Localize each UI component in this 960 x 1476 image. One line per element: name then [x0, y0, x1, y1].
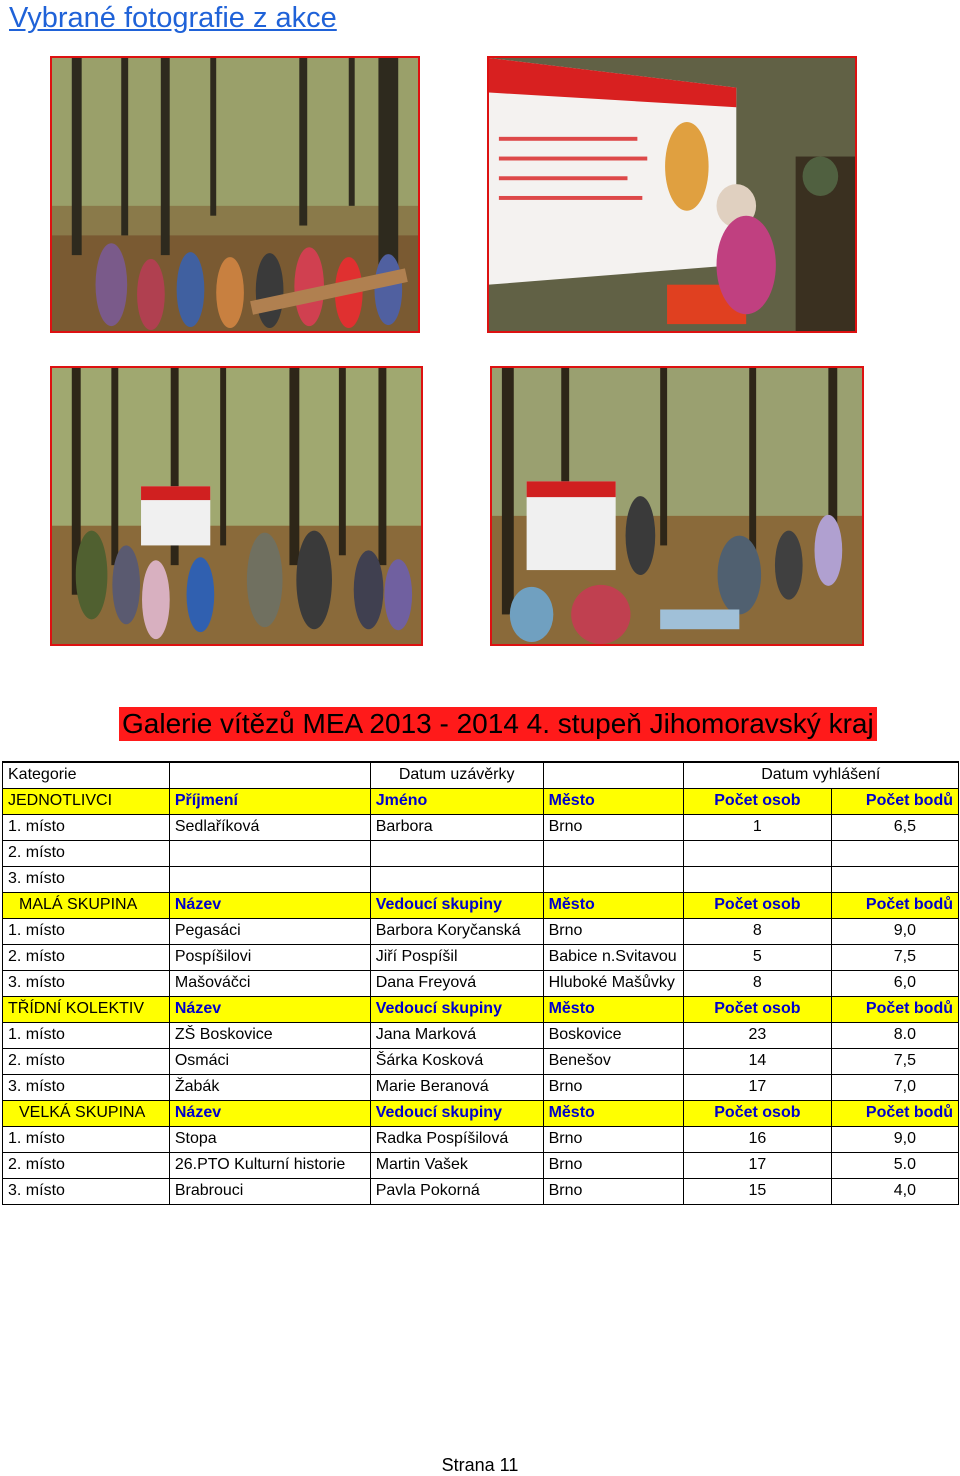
table-cell: ZŠ Boskovice — [169, 1022, 370, 1048]
column-header: Počet osob — [683, 1100, 832, 1126]
table-cell: 17 — [683, 1152, 832, 1178]
group-header-row — [3, 788, 959, 814]
column-header: Vedoucí skupiny — [370, 892, 543, 918]
table-cell: 1 — [683, 814, 832, 840]
group-name: MALÁ SKUPINA — [3, 892, 170, 918]
table-cell: Pavla Pokorná — [370, 1178, 543, 1204]
event-photo-forest-crowd — [50, 366, 423, 646]
empty-cell — [543, 762, 683, 788]
table-cell: Marie Beranová — [370, 1074, 543, 1100]
table-cell — [832, 866, 959, 892]
table-cell: Brno — [543, 1152, 683, 1178]
table-row — [3, 866, 959, 892]
table-cell: Benešov — [543, 1048, 683, 1074]
table-cell — [169, 840, 370, 866]
page-number: Strana 11 — [441, 1455, 519, 1475]
column-header: Město — [543, 892, 683, 918]
table-cell — [683, 866, 832, 892]
table-row — [3, 1126, 959, 1152]
table-cell: 8.0 — [832, 1022, 959, 1048]
place-label: 2. místo — [3, 944, 170, 970]
table-cell — [370, 840, 543, 866]
table-cell: Barbora Koryčanská — [370, 918, 543, 944]
column-header: Příjmení — [169, 788, 370, 814]
place-label: 3. místo — [3, 866, 170, 892]
column-header: Název — [169, 892, 370, 918]
table-cell: Jiří Pospíšil — [370, 944, 543, 970]
place-label: 1. místo — [3, 1022, 170, 1048]
table-cell: 8 — [683, 918, 832, 944]
column-header: Počet bodů — [832, 996, 959, 1022]
table-cell: 8 — [683, 970, 832, 996]
column-header: Název — [169, 996, 370, 1022]
table-row — [3, 1022, 959, 1048]
table-cell: 14 — [683, 1048, 832, 1074]
table-cell: Radka Pospíšilová — [370, 1126, 543, 1152]
results-table — [2, 761, 959, 1205]
table-cell: 17 — [683, 1074, 832, 1100]
column-header: Vedoucí skupiny — [370, 996, 543, 1022]
table-cell: 5 — [683, 944, 832, 970]
column-header: Město — [543, 1100, 683, 1126]
group-header-row — [3, 892, 959, 918]
table-cell: Žabák — [169, 1074, 370, 1100]
table-cell: Babice n.Svitavou — [543, 944, 683, 970]
table-cell: Pegasáci — [169, 918, 370, 944]
table-cell: 6,0 — [832, 970, 959, 996]
table-cell: 16 — [683, 1126, 832, 1152]
column-header: Město — [543, 996, 683, 1022]
place-label: 3. místo — [3, 970, 170, 996]
table-cell: Brno — [543, 814, 683, 840]
table-cell: Šárka Kosková — [370, 1048, 543, 1074]
table-cell: Stopa — [169, 1126, 370, 1152]
vyhlaseni-label: Datum vyhlášení — [683, 762, 958, 788]
table-cell: 9,0 — [832, 1126, 959, 1152]
place-label: 3. místo — [3, 1074, 170, 1100]
place-label: 1. místo — [3, 1126, 170, 1152]
place-label: 2. místo — [3, 1048, 170, 1074]
table-cell: Brabrouci — [169, 1178, 370, 1204]
column-header: Počet osob — [683, 788, 832, 814]
group-header-row — [3, 1100, 959, 1126]
table-cell: Brno — [543, 1178, 683, 1204]
group-name: VELKÁ SKUPINA — [3, 1100, 170, 1126]
table-cell: Brno — [543, 918, 683, 944]
table-cell: 23 — [683, 1022, 832, 1048]
table-cell — [543, 866, 683, 892]
table-cell — [370, 866, 543, 892]
table-cell: Mašováčci — [169, 970, 370, 996]
table-row — [3, 840, 959, 866]
place-label: 1. místo — [3, 814, 170, 840]
event-photo-forest-group — [50, 56, 420, 333]
table-cell — [832, 840, 959, 866]
group-header-row — [3, 996, 959, 1022]
table-cell: Brno — [543, 1126, 683, 1152]
table-cell: 7,5 — [832, 1048, 959, 1074]
table-row — [3, 814, 959, 840]
event-photo-banner-child — [487, 56, 857, 333]
kategorie-label: Kategorie — [3, 762, 170, 788]
column-header: Název — [169, 1100, 370, 1126]
table-cell: Dana Freyová — [370, 970, 543, 996]
table-row — [3, 1048, 959, 1074]
event-photo-children-table — [490, 366, 864, 646]
table-cell: Barbora — [370, 814, 543, 840]
column-header: Jméno — [370, 788, 543, 814]
table-cell — [543, 840, 683, 866]
group-name: JEDNOTLIVCI — [3, 788, 170, 814]
table-row — [3, 1178, 959, 1204]
table-cell: Jana Marková — [370, 1022, 543, 1048]
table-cell: Martin Vašek — [370, 1152, 543, 1178]
table-cell: Sedlaříková — [169, 814, 370, 840]
header-row — [3, 762, 959, 788]
uzaverka-label: Datum uzávěrky — [370, 762, 543, 788]
table-cell — [683, 840, 832, 866]
table-cell: 5.0 — [832, 1152, 959, 1178]
column-header: Počet bodů — [832, 892, 959, 918]
table-row — [3, 1074, 959, 1100]
page-title[interactable]: Vybrané fotografie z akce — [9, 2, 337, 34]
column-header: Počet bodů — [832, 788, 959, 814]
table-row — [3, 944, 959, 970]
table-cell: 6,5 — [832, 814, 959, 840]
table-cell: 7,0 — [832, 1074, 959, 1100]
section-title: Galerie vítězů MEA 2013 - 2014 4. stupeň Jihomoravský kraj — [119, 707, 877, 741]
place-label: 1. místo — [3, 918, 170, 944]
place-label: 2. místo — [3, 1152, 170, 1178]
group-name: TŘÍDNÍ KOLEKTIV — [3, 996, 170, 1022]
table-cell: Osmáci — [169, 1048, 370, 1074]
table-cell: 7,5 — [832, 944, 959, 970]
column-header: Město — [543, 788, 683, 814]
table-cell — [169, 866, 370, 892]
table-cell: 9,0 — [832, 918, 959, 944]
table-cell: Pospíšilovi — [169, 944, 370, 970]
table-row — [3, 918, 959, 944]
table-cell: 4,0 — [832, 1178, 959, 1204]
table-row — [3, 970, 959, 996]
column-header: Počet osob — [683, 996, 832, 1022]
place-label: 3. místo — [3, 1178, 170, 1204]
table-row — [3, 1152, 959, 1178]
table-cell: Boskovice — [543, 1022, 683, 1048]
table-cell: Brno — [543, 1074, 683, 1100]
column-header: Vedoucí skupiny — [370, 1100, 543, 1126]
column-header: Počet bodů — [832, 1100, 959, 1126]
table-cell: 15 — [683, 1178, 832, 1204]
column-header: Počet osob — [683, 892, 832, 918]
place-label: 2. místo — [3, 840, 170, 866]
table-cell: Hluboké Mašůvky — [543, 970, 683, 996]
table-cell: 26.PTO Kulturní historie — [169, 1152, 370, 1178]
empty-cell — [169, 762, 370, 788]
